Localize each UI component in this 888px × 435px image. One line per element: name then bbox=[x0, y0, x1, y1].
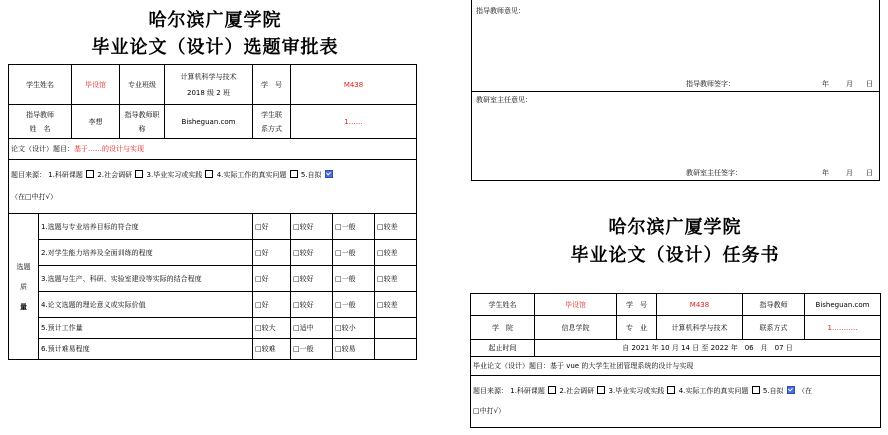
q6-opt-2[interactable]: □一般 bbox=[291, 339, 333, 360]
q4-opt-3[interactable]: □一般 bbox=[333, 292, 375, 318]
task-topic-row bbox=[471, 357, 881, 376]
head-sign-year: 年 bbox=[822, 169, 829, 177]
task-source-note-b: □中打√） bbox=[473, 407, 506, 415]
q6-empty bbox=[375, 339, 417, 360]
opinion-box-bottom-border bbox=[471, 180, 880, 181]
source-row bbox=[9, 160, 417, 214]
task-contact-label: 联系方式 bbox=[743, 316, 805, 340]
q3-opt-1[interactable]: □好 bbox=[253, 266, 291, 292]
q4-opt-1[interactable]: □好 bbox=[253, 292, 291, 318]
student-name-value: 毕设馆 bbox=[72, 65, 120, 105]
q6-opt-1[interactable]: □较难 bbox=[253, 339, 291, 360]
form2-title-line2: 毕业论文（设计）任务书 bbox=[570, 245, 780, 266]
class-value bbox=[165, 65, 253, 105]
head-sign-month: 月 bbox=[846, 169, 853, 177]
task-checkbox-research[interactable] bbox=[548, 386, 556, 394]
approval-form-table bbox=[8, 64, 417, 360]
task-id-value: M438 bbox=[657, 294, 743, 316]
source-label: 题目来源： bbox=[11, 171, 46, 179]
checkbox-internship[interactable] bbox=[205, 170, 213, 178]
task-major-label: 专 业 bbox=[617, 316, 657, 340]
q1-opt-2[interactable]: □较好 bbox=[291, 214, 333, 240]
q5-empty bbox=[375, 318, 417, 339]
q3-opt-2[interactable]: □较好 bbox=[291, 266, 333, 292]
topic-row bbox=[9, 139, 417, 160]
task-college-value: 信息学院 bbox=[535, 316, 617, 340]
q3-opt-3[interactable]: □一般 bbox=[333, 266, 375, 292]
advisor-sign-month: 月 bbox=[846, 80, 853, 88]
task-source-note-a: （在 bbox=[798, 387, 813, 395]
quality-item-6: 6.预计难易程度 bbox=[39, 339, 253, 360]
task-advisor-label: 指导教师 bbox=[743, 294, 805, 316]
quality-item-1: 1.选题与专业培养目标的符合度 bbox=[39, 214, 253, 240]
task-topic-value: 基于 vue 的大学生社团管理系统的设计与实现 bbox=[550, 362, 694, 370]
task-checkbox-survey[interactable] bbox=[597, 386, 605, 394]
checkbox-self-proposed[interactable] bbox=[325, 170, 333, 178]
advisor-title-line2: 称 bbox=[138, 124, 146, 133]
opinion-box-right-border bbox=[879, 0, 880, 180]
task-topic-label: 毕业论文（设计）题目： bbox=[473, 362, 550, 370]
q2-opt-1[interactable]: □好 bbox=[253, 240, 291, 266]
q1-opt-1[interactable]: □好 bbox=[253, 214, 291, 240]
source-opt-2: 2.社会调研 bbox=[97, 171, 133, 179]
form1-title-line1: 哈尔滨广厦学院 bbox=[148, 10, 282, 31]
advisor-name-value: 李想 bbox=[72, 105, 120, 139]
task-student-name-value: 毕设馆 bbox=[535, 294, 617, 316]
source-opt-5: 5.自拟 bbox=[300, 171, 322, 179]
task-source-row bbox=[471, 376, 881, 428]
student-id-value: M438 bbox=[291, 65, 417, 105]
task-source-opt-1: 1.科研课题 bbox=[510, 387, 545, 395]
quality-item-3: 3.选题与生产、科研、实验室建设等实际的结合程度 bbox=[39, 266, 253, 292]
q1-opt-3[interactable]: □一般 bbox=[333, 214, 375, 240]
task-checkbox-real-problem[interactable] bbox=[752, 386, 760, 394]
topic-value: 基于……的设计与实现 bbox=[74, 145, 144, 153]
checkbox-research[interactable] bbox=[86, 170, 94, 178]
task-college-label: 学 院 bbox=[471, 316, 535, 340]
task-contact-value: 1……….. bbox=[805, 316, 881, 340]
source-note: （在□中打√） bbox=[11, 193, 58, 201]
head-sign-label: 教研室主任签字： bbox=[686, 169, 742, 177]
source-opt-3: 3.毕业实习或实践 bbox=[146, 171, 203, 179]
q5-opt-1[interactable]: □较大 bbox=[253, 318, 291, 339]
quality-label-a: 选题 bbox=[16, 262, 31, 271]
q2-opt-4[interactable]: □较差 bbox=[375, 240, 417, 266]
advisor-label-line2: 姓 名 bbox=[29, 124, 51, 133]
contact-label-line2: 系方式 bbox=[261, 124, 282, 133]
task-source-opt-2: 2.社会调研 bbox=[559, 387, 595, 395]
form2-title-line1: 哈尔滨广厦学院 bbox=[608, 217, 742, 238]
contact-value: 1…… bbox=[291, 105, 417, 139]
quality-section-label bbox=[9, 214, 39, 360]
advisor-label-line1: 指导教师 bbox=[26, 110, 54, 119]
quality-label-b: 质 bbox=[20, 282, 27, 291]
quality-item-2: 2.对学生能力培养及全面训练的程度 bbox=[39, 240, 253, 266]
class-value-line1: 计算机科学与技术 bbox=[180, 72, 237, 81]
checkbox-real-problem[interactable] bbox=[290, 170, 298, 178]
q3-opt-4[interactable]: □较差 bbox=[375, 266, 417, 292]
task-student-name-label: 学生姓名 bbox=[471, 294, 535, 316]
student-name-label: 学生姓名 bbox=[9, 65, 72, 105]
task-period-value: 自 2021 年 10 月 14 日 至 2022 年 06 月 07 日 bbox=[535, 340, 881, 357]
advisor-title-line1: 指导教师职 bbox=[124, 110, 160, 119]
q5-opt-3[interactable]: □较小 bbox=[333, 318, 375, 339]
task-period-label: 起止时间 bbox=[471, 340, 535, 357]
task-checkbox-self-proposed[interactable] bbox=[787, 386, 795, 394]
task-source-opt-3: 3.毕业实习或实践 bbox=[608, 387, 665, 395]
head-sign-day: 日 bbox=[866, 169, 873, 177]
checkbox-survey[interactable] bbox=[135, 170, 143, 178]
task-advisor-value: Bisheguan.com bbox=[805, 294, 881, 316]
q1-opt-4[interactable]: □较差 bbox=[375, 214, 417, 240]
form1-title-line2: 毕业论文（设计）选题审批表 bbox=[91, 37, 339, 58]
q2-opt-2[interactable]: □较好 bbox=[291, 240, 333, 266]
task-major-value: 计算机科学与技术 bbox=[657, 316, 743, 340]
class-label: 专业班级 bbox=[120, 65, 165, 105]
quality-label-c: 量 bbox=[20, 302, 27, 311]
task-source-opt-5: 5.自拟 bbox=[762, 387, 784, 395]
task-checkbox-internship[interactable] bbox=[667, 386, 675, 394]
advisor-sign-day: 日 bbox=[866, 80, 873, 88]
advisor-title-value: Bisheguan.com bbox=[165, 105, 253, 139]
opinion-box-left-border bbox=[471, 0, 472, 180]
advisor-sign-label: 指导教师签字： bbox=[686, 80, 735, 88]
task-id-label: 学 号 bbox=[617, 294, 657, 316]
advisor-title-label bbox=[120, 105, 165, 139]
topic-label: 论文（设计）题目： bbox=[11, 145, 74, 153]
task-source-opt-4: 4.实际工作的真实问题 bbox=[678, 387, 749, 395]
source-opt-1: 1.科研课题 bbox=[48, 171, 83, 179]
head-opinion-label: 教研室主任意见： bbox=[476, 96, 532, 104]
q5-opt-2[interactable]: □适中 bbox=[291, 318, 333, 339]
class-value-line2: 2018 级 2 班 bbox=[187, 88, 230, 97]
contact-label-line1: 学生联 bbox=[261, 110, 282, 119]
advisor-sign-year: 年 bbox=[822, 80, 829, 88]
advisor-opinion-label: 指导教师意见： bbox=[476, 7, 525, 15]
quality-item-4: 4.论文选题的理论意义或实际价值 bbox=[39, 292, 253, 318]
q6-opt-3[interactable]: □较易 bbox=[333, 339, 375, 360]
opinion-divider bbox=[471, 91, 880, 92]
student-id-label: 学 号 bbox=[253, 65, 291, 105]
advisor-name-label bbox=[9, 105, 72, 139]
quality-item-5: 5.预计工作量 bbox=[39, 318, 253, 339]
contact-label bbox=[253, 105, 291, 139]
task-form-table bbox=[470, 293, 881, 428]
q4-opt-2[interactable]: □较好 bbox=[291, 292, 333, 318]
task-source-label: 题目来源： bbox=[473, 387, 508, 395]
q4-opt-4[interactable]: □较差 bbox=[375, 292, 417, 318]
q2-opt-3[interactable]: □一般 bbox=[333, 240, 375, 266]
source-opt-4: 4.实际工作的真实问题 bbox=[216, 171, 287, 179]
